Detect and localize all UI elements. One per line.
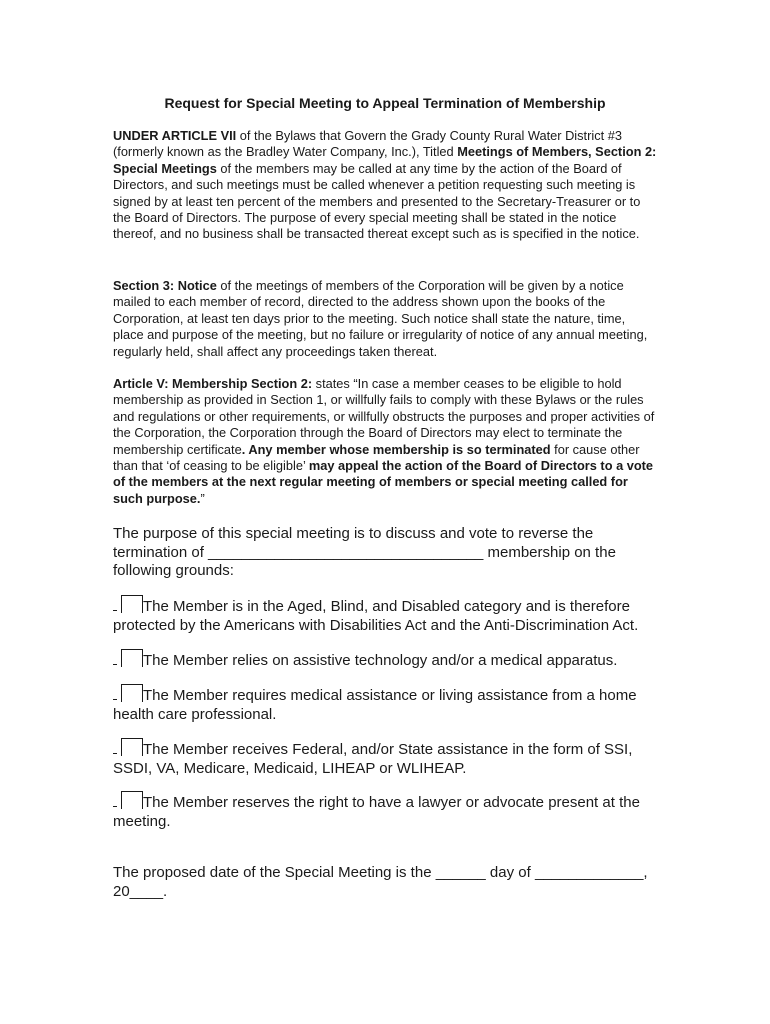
article-vii-text-2: of the members may be called at any time by the action of the Board of Directors, and such meetings must be called whenever a petition requesting such meeting is signed by at least ten percent of the members and presented to the Secretary-Treasurer or to the Board of Directors. The purpose of every special meeting shall be stated in the notice thereof, and no business shall be transacted thereat except such as is specified in the notice.	[113, 160, 641, 242]
ground-item	[113, 739, 673, 778]
ground-1-checkbox[interactable]	[121, 595, 143, 613]
article-v-paragraph	[113, 376, 658, 507]
page-title: Request for Special Meeting to Appeal Termination of Membership	[164, 95, 606, 111]
purpose-statement	[113, 525, 673, 581]
ground-2-text: The Member relies on assistive technology and/or a medical apparatus.	[143, 652, 618, 669]
ground-item	[113, 650, 673, 671]
section-3-paragraph	[113, 278, 658, 360]
proposed-date-line[interactable]: The proposed date of the Special Meeting is the ______ day of _____________, 20____.	[113, 864, 648, 900]
article-vii-heading: UNDER ARTICLE VII	[113, 128, 237, 143]
purpose-line-2[interactable]: termination of _________________________________ membership on the	[113, 543, 616, 561]
article-v-text-3: ”	[200, 490, 205, 506]
ground-3-text: The Member requires medical assistance or living assistance from a home health care professional.	[113, 687, 637, 723]
article-v-heading: Article V: Membership Section 2:	[113, 376, 313, 391]
purpose-line-3: following grounds:	[113, 562, 234, 579]
purpose-line-1: The purpose of this special meeting is to discuss and vote to reverse the	[113, 525, 594, 542]
ground-item	[113, 685, 673, 724]
article-v-text-2: for cause other than that ‘of ceasing to be eligible’	[113, 441, 640, 474]
article-v-text-1: states “In case a member ceases to be eligible to hold membership as provided in Section 1, or willfully fails to comply with these Bylaws or the rules and regulations or other requirements, or willfully obstructs the purposes and proper activities of the Corporation, the Corporation through the Board of Directors may elect to terminate the membership certificate	[113, 376, 655, 457]
ground-4-text: The Member receives Federal, and/or State assistance in the form of SSI, SSDI, VA, Medicare, Medicaid, LIHEAP or WLIHEAP.	[113, 741, 633, 777]
article-v-bold-1: . Any member whose membership is so terminated	[241, 441, 551, 457]
ground-3-checkbox[interactable]	[121, 684, 143, 702]
article-vii-paragraph	[113, 128, 658, 243]
article-vii-text-1: of the Bylaws that Govern the Grady County Rural Water District #3 (formerly known as the Bradley Water Company, Inc.), Titled	[113, 128, 622, 160]
ground-1-text: The Member is in the Aged, Blind, and Disabled category and is therefore protected by the Americans with Disabilities Act and the Anti-Discrimination Act.	[113, 598, 639, 634]
section-3-text: of the meetings of members of the Corporation will be given by a notice mailed to each member of record, directed to the address shown upon the books of the Corporation, at least ten days prior to the meeting. Such notice shall state the nature, time, place and purpose of the meeting, but no failure or irregularity of notice of any annual meeting, regularly held, shall affect any proceedings taken thereat.	[113, 278, 648, 359]
ground-4-checkbox[interactable]	[121, 738, 143, 756]
ground-2-checkbox[interactable]	[121, 649, 143, 667]
ground-5-text: The Member reserves the right to have a lawyer or advocate present at the meeting.	[113, 794, 640, 830]
ground-item	[113, 792, 673, 831]
section-3-heading: Section 3: Notice	[113, 278, 217, 293]
ground-item	[113, 596, 673, 635]
article-v-bold-2: may appeal the action of the Board of Directors to a vote of the members at the next regular meeting of members or special meeting called for such purpose.	[113, 458, 654, 506]
ground-5-checkbox[interactable]	[121, 791, 143, 809]
special-meetings-heading: Meetings of Members, Section 2: Special Meetings	[113, 144, 657, 176]
